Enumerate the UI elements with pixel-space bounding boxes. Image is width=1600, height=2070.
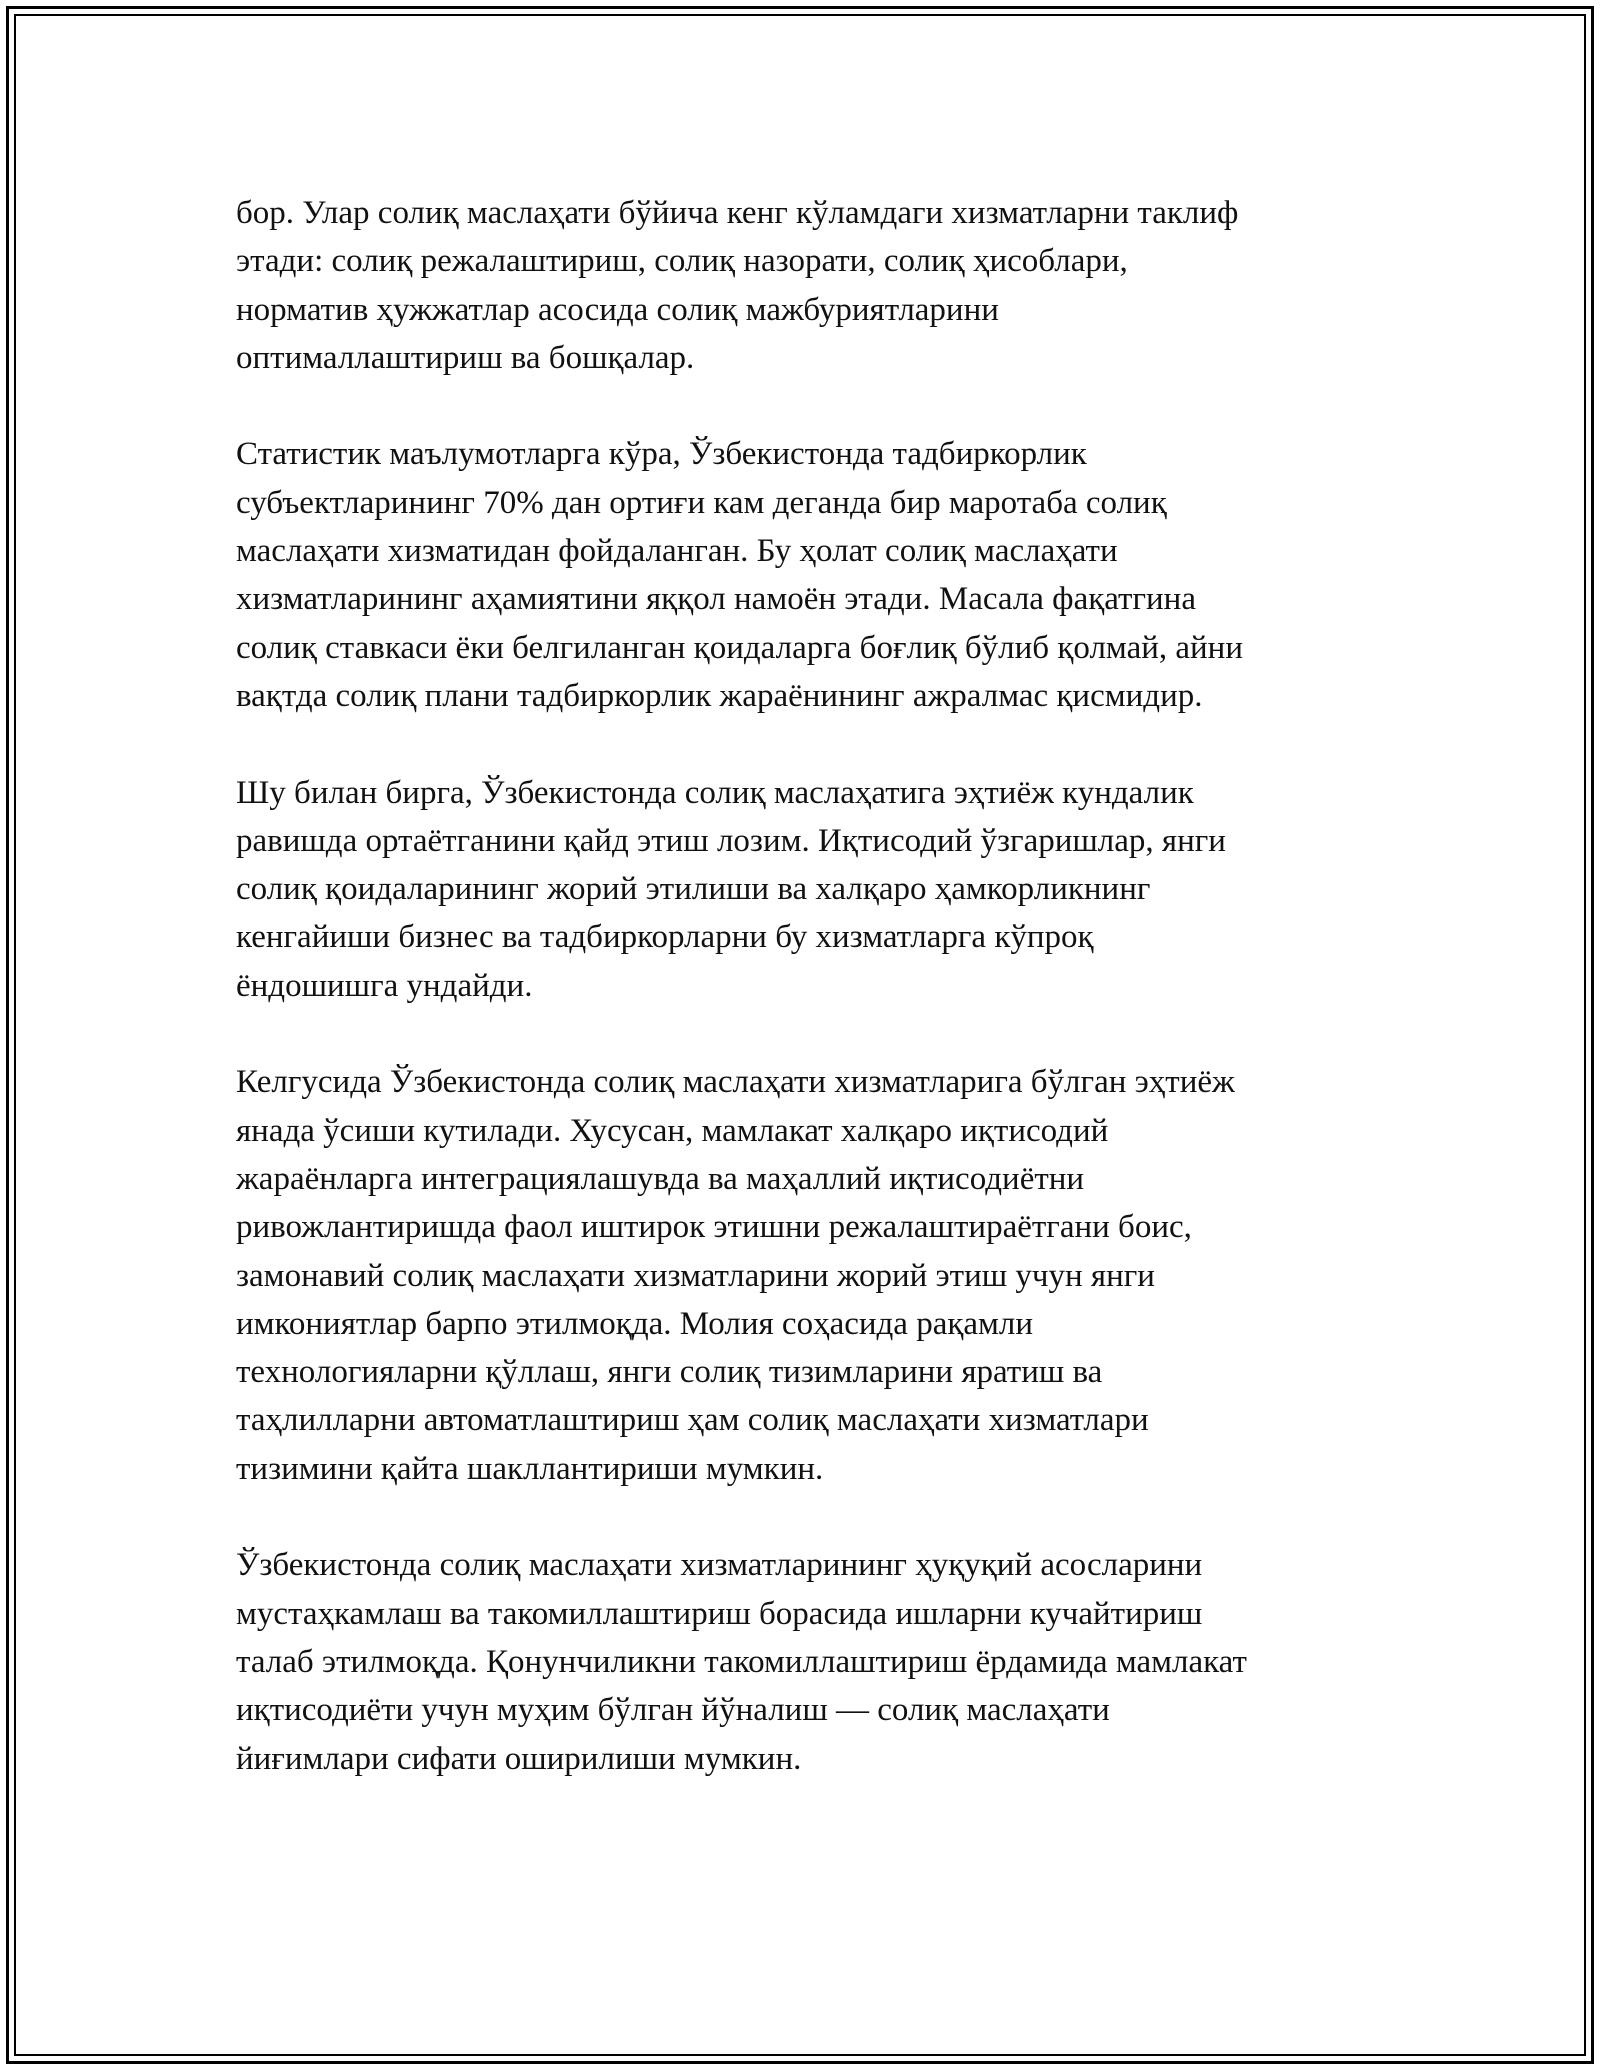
text-line: янада ўсиши кутилади. Хусусан, мамлакат халқаро иқтисодий bbox=[236, 1112, 1109, 1149]
text-line: маслаҳати хизматидан фойдаланган. Бу ҳолат солиқ маслаҳати bbox=[236, 533, 1118, 570]
text-line: оптималлаштириш ва бошқалар. bbox=[236, 339, 695, 376]
paragraph-2 bbox=[236, 430, 1386, 720]
text-line: таҳлилларни автоматлаштириш ҳам солиқ маслаҳати хизматлари bbox=[236, 1402, 1149, 1439]
text-line: замонавий солиқ маслаҳати хизматларини жорий этиш учун янги bbox=[236, 1257, 1155, 1294]
text-line: кенгайиши бизнес ва тадбиркорларни бу хизматларга кўпроқ bbox=[236, 919, 1094, 956]
paragraph-5 bbox=[236, 1541, 1386, 1782]
text-line: хизматларининг аҳамиятини яққол намоён этади. Масала фақатгина bbox=[236, 581, 1196, 618]
text-line: жараёнларга интеграциялашувда ва маҳаллий иқтисодиётни bbox=[236, 1160, 1085, 1197]
text-line: солиқ ставкаси ёки белгиланган қоидаларга боғлиқ бўлиб қолмай, айни bbox=[236, 629, 1243, 666]
text-line: Ўзбекистонда солиқ маслаҳати хизматларининг ҳуқуқий асосларини bbox=[236, 1547, 1203, 1584]
text-line: иқтисодиёти учун муҳим бўлган йўналиш — солиқ маслаҳати bbox=[236, 1692, 1110, 1729]
text-line: Статистик маълумотларга кўра, Ўзбекистонда тадбиркорлик bbox=[236, 436, 1087, 473]
document-body bbox=[236, 189, 1386, 1831]
text-line: йиғимлари сифати оширилиши мумкин. bbox=[236, 1740, 802, 1777]
text-line: равишда ортаётганини қайд этиш лозим. Иқтисодий ўзгаришлар, янги bbox=[236, 822, 1226, 859]
text-line: мустаҳкамлаш ва такомиллаштириш борасида ишларни кучайтириш bbox=[236, 1595, 1203, 1632]
text-line: этади: солиқ режалаштириш, солиқ назорати, солиқ ҳисоблари, bbox=[236, 243, 1128, 280]
text-line: солиқ қоидаларининг жорий этилиши ва халқаро ҳамкорликнинг bbox=[236, 871, 1151, 908]
text-line: технологияларни қўллаш, янги солиқ тизимларини яратиш ва bbox=[236, 1354, 1103, 1391]
paragraph-1 bbox=[236, 189, 1386, 382]
text-line: норматив ҳужжатлар асосида солиқ мажбуриятларини bbox=[236, 291, 999, 328]
text-line: субъектларининг 70% дан ортиғи кам деганда бир маротаба солиқ bbox=[236, 484, 1167, 521]
text-line: ёндошишга ундайди. bbox=[236, 967, 533, 1004]
paragraph-4 bbox=[236, 1058, 1386, 1493]
text-line: Келгусида Ўзбекистонда солиқ маслаҳати хизматларига бўлган эҳтиёж bbox=[236, 1064, 1235, 1101]
paragraph-3 bbox=[236, 769, 1386, 1010]
text-line: талаб этилмоқда. Қонунчиликни такомиллаштириш ёрдамида мамлакат bbox=[236, 1643, 1247, 1680]
text-line: тизимини қайта шакллантириши мумкин. bbox=[236, 1450, 824, 1487]
text-line: бор. Улар солиқ маслаҳати бўйича кенг кўламдаги хизматларни таклиф bbox=[236, 195, 1239, 231]
text-line: имкониятлар барпо этилмоқда. Молия соҳасида рақамли bbox=[236, 1305, 1034, 1342]
text-line: Шу билан бирга, Ўзбекистонда солиқ маслаҳатига эҳтиёж кундалик bbox=[236, 774, 1194, 811]
text-line: ривожлантиришда фаол иштирок этишни режалаштираётгани боис, bbox=[236, 1209, 1192, 1246]
text-line: вақтда солиқ плани тадбиркорлик жараёнининг ажралмас қисмидир. bbox=[236, 677, 1203, 714]
